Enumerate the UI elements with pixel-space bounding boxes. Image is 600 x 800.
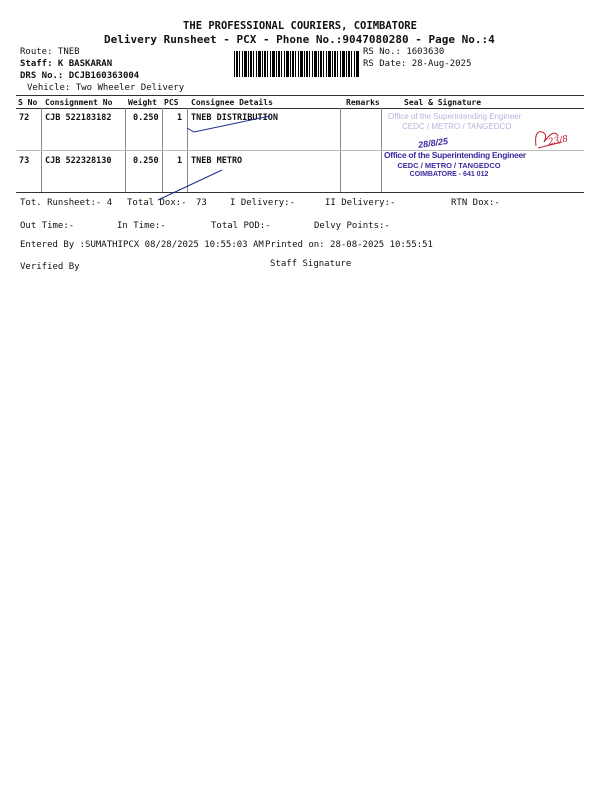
- rs-no: RS No.: 1603630: [363, 47, 445, 57]
- col-consignee: Consignee Details: [191, 98, 273, 107]
- rtn-dox: RTN Dox:-: [451, 198, 500, 208]
- faded-stamp: [388, 112, 521, 132]
- col-remarks: Remarks: [346, 98, 380, 107]
- route: Route: TNEB: [20, 47, 80, 57]
- total-pod: Total POD:-: [211, 221, 271, 231]
- row-pcs: 1: [177, 156, 183, 166]
- entered-by: Entered By :SUMATHIPCX 08/28/2025 10:55:03 AM: [20, 240, 264, 250]
- col-consignment: Consignment No: [45, 98, 113, 107]
- tot-runsheet: Tot. Runsheet:- 4: [20, 198, 113, 208]
- handwritten-date: 28/8/25: [417, 135, 449, 151]
- runsheet-title: Delivery Runsheet - PCX - Phone No.:9047080280 - Page No.:4: [104, 33, 495, 46]
- company-name: THE PROFESSIONAL COURIERS, COIMBATORE: [183, 20, 417, 32]
- verified-by: Verified By: [20, 262, 80, 272]
- col-sno: S No: [18, 98, 38, 107]
- row-consignment: CJB 522328130: [45, 156, 112, 166]
- delvy-points: Delvy Points:-: [314, 221, 390, 231]
- table-header-border: [16, 108, 584, 109]
- stamp-line3: COIMBATORE - 641 012: [409, 171, 489, 178]
- row-sno: 73: [19, 156, 30, 166]
- col-seal: Seal & Signature: [404, 98, 482, 107]
- faded-stamp-line2: CEDC / METRO / TANGEDCO: [402, 122, 512, 131]
- total-dox: Total Dox:-: [127, 198, 187, 208]
- vehicle: Vehicle: Two Wheeler Delivery: [27, 83, 185, 93]
- table-bottom-border: [16, 192, 584, 193]
- col-weight: Weight: [128, 98, 157, 107]
- i-delivery: I Delivery:-: [230, 198, 296, 208]
- row-consignee: TNEB METRO: [191, 156, 243, 166]
- office-stamp: [384, 150, 526, 178]
- barcode: [234, 51, 360, 77]
- stamp-line1: Office of the Superintending Engineer: [384, 150, 526, 160]
- total-dox-value: 73: [196, 198, 207, 208]
- signature-scribble: [528, 124, 568, 154]
- row-weight: 0.250: [133, 113, 159, 123]
- staff-signature: Staff Signature: [270, 259, 352, 269]
- tick-mark: [184, 112, 274, 138]
- col-pcs: PCS: [164, 98, 179, 107]
- out-time: Out Time:-: [20, 221, 75, 231]
- row-weight: 0.250: [133, 156, 159, 166]
- row-sno: 72: [19, 113, 30, 123]
- in-time: In Time:-: [117, 221, 166, 231]
- row-pcs: 1: [177, 113, 183, 123]
- rs-date: RS Date: 28-Aug-2025: [363, 59, 472, 69]
- table-top-border: [16, 95, 584, 96]
- stamp-line2: CEDC / METRO / TANGEDCO: [397, 161, 501, 170]
- staff: Staff: K BASKARAN: [20, 59, 113, 69]
- ii-delivery: II Delivery:-: [325, 198, 396, 208]
- signature: 23/8: [547, 134, 569, 148]
- faded-stamp-line1: Office of the Superintending Engineer: [388, 112, 522, 121]
- row-consignment: CJB 522183182: [45, 113, 112, 123]
- drs-no: DRS No.: DCJB160363004: [20, 71, 140, 81]
- printed-on: Printed on: 28-08-2025 10:55:51: [265, 240, 433, 250]
- row-consignee: TNEB DISTRIBUTION: [191, 113, 278, 123]
